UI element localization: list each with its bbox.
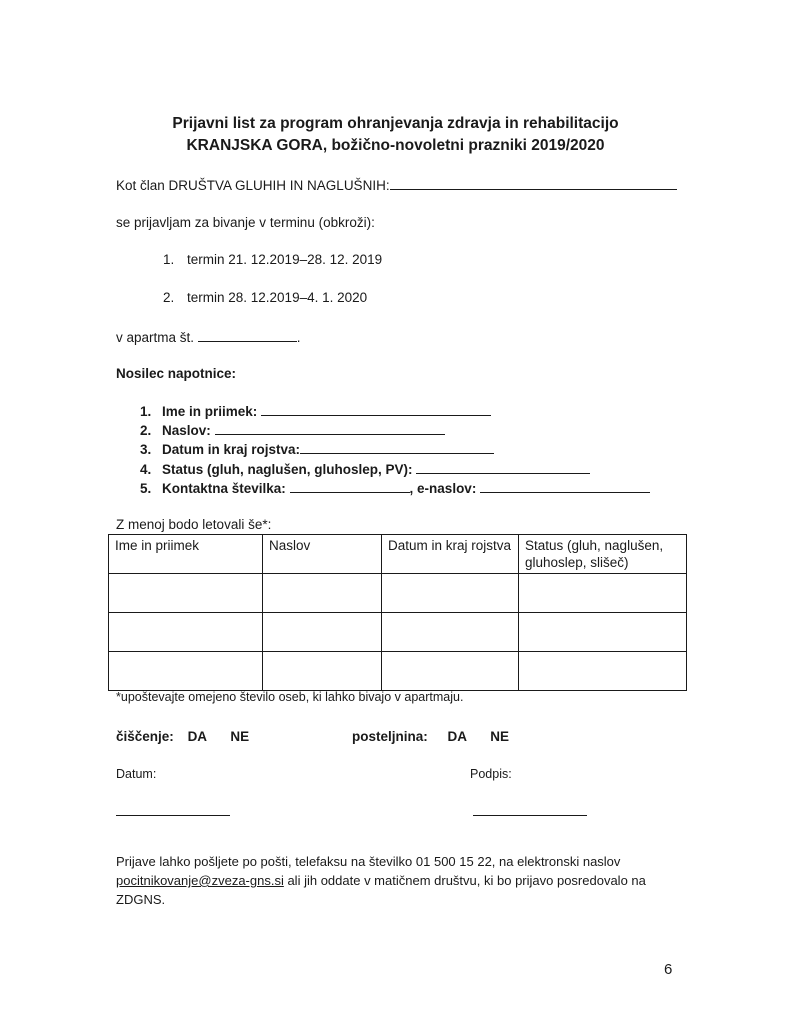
cleaning-no-option[interactable]: NE <box>230 729 250 744</box>
name-input-line[interactable] <box>261 403 491 416</box>
holder-field-name: 1. Ime in priimek: <box>140 403 650 422</box>
table-cell[interactable] <box>519 613 687 652</box>
term-label: termin 21. 12.2019–28. 12. 2019 <box>187 252 383 267</box>
holder-heading: Nosilec napotnice: <box>116 366 237 381</box>
birth-input-line[interactable] <box>300 441 494 454</box>
companions-note: *upoštevajte omejeno število oseb, ki lahko bivajo v apartmaju. <box>116 690 464 704</box>
holder-field-contact: 5. Kontaktna številka: , e-naslov: <box>140 480 650 499</box>
page-number: 6 <box>664 961 673 978</box>
term-number: 2. <box>163 290 175 305</box>
footer-text-2: ali jih oddate v matičnem društvu, ki bo prijavo posredovalo na ZDGNS. <box>116 873 646 907</box>
term-number: 1. <box>163 252 175 267</box>
table-row <box>109 574 687 613</box>
holder-field-address: 2. Naslov: <box>140 422 650 441</box>
holder-fields-list <box>140 403 650 499</box>
address-input-line[interactable] <box>215 422 445 435</box>
column-header-name: Ime in priimek <box>109 535 263 574</box>
table-cell[interactable] <box>263 613 382 652</box>
table-header-row <box>109 535 687 574</box>
signature-label: Podpis: <box>470 767 512 781</box>
table-cell[interactable] <box>109 613 263 652</box>
holder-field-status: 4. Status (gluh, naglušen, gluhoslep, PV): <box>140 461 650 480</box>
companions-table <box>108 534 687 691</box>
linen-yes-option[interactable]: DA <box>447 729 467 744</box>
footer-text-1: Prijave lahko pošljete po pošti, telefaksu na številko 01 500 15 22, na elektronski naslov <box>116 854 621 869</box>
table-cell[interactable] <box>109 574 263 613</box>
table-row <box>109 652 687 691</box>
linen-label: posteljnina: <box>352 729 428 744</box>
apartment-label: v apartma št. <box>116 330 198 345</box>
footer-instructions <box>116 852 686 909</box>
table-cell[interactable] <box>382 613 519 652</box>
term-option-1[interactable] <box>163 252 382 267</box>
cleaning-label: čiščenje: <box>116 729 174 744</box>
table-cell[interactable] <box>382 652 519 691</box>
column-header-status: Status (gluh, naglušen, gluhoslep, slišeč) <box>519 535 687 574</box>
cleaning-yes-option[interactable]: DA <box>187 729 207 744</box>
linen-no-option[interactable]: NE <box>490 729 510 744</box>
companions-heading: Z menoj bodo letovali še*: <box>116 517 272 532</box>
member-row <box>116 177 677 193</box>
linen-option-row <box>352 729 509 744</box>
member-label: Kot član DRUŠTVA GLUHIH IN NAGLUŠNIH: <box>116 178 390 193</box>
apply-text: se prijavljam za bivanje v terminu (obkroži): <box>116 215 375 230</box>
column-header-birth: Datum in kraj rojstva <box>382 535 519 574</box>
email-input-line[interactable] <box>480 480 650 493</box>
term-label: termin 28. 12.2019–4. 1. 2020 <box>187 290 368 305</box>
table-cell[interactable] <box>263 652 382 691</box>
date-signature-line[interactable] <box>116 815 230 816</box>
table-cell[interactable] <box>382 574 519 613</box>
table-cell[interactable] <box>263 574 382 613</box>
member-society-field[interactable] <box>390 177 677 190</box>
column-header-address: Naslov <box>263 535 382 574</box>
signature-line[interactable] <box>473 815 587 816</box>
holder-field-birth: 3. Datum in kraj rojstva: <box>140 441 650 460</box>
apartment-number-field[interactable] <box>198 329 297 342</box>
footer-email-link[interactable]: pocitnikovanje@zveza-gns.si <box>116 873 284 888</box>
form-title-line1: Prijavni list za program ohranjevanja zdravja in rehabilitacijo <box>172 115 619 132</box>
phone-input-line[interactable] <box>290 480 410 493</box>
apartment-suffix: . <box>296 330 301 345</box>
table-cell[interactable] <box>519 574 687 613</box>
table-row <box>109 613 687 652</box>
cleaning-option-row <box>116 729 249 744</box>
apartment-row <box>116 329 301 345</box>
status-input-line[interactable] <box>416 461 590 474</box>
term-option-2[interactable] <box>163 290 367 305</box>
form-title-line2: KRANJSKA GORA, božično-novoletni prazniki 2019/2020 <box>186 137 605 154</box>
table-cell[interactable] <box>519 652 687 691</box>
table-cell[interactable] <box>109 652 263 691</box>
date-label: Datum: <box>116 767 157 781</box>
